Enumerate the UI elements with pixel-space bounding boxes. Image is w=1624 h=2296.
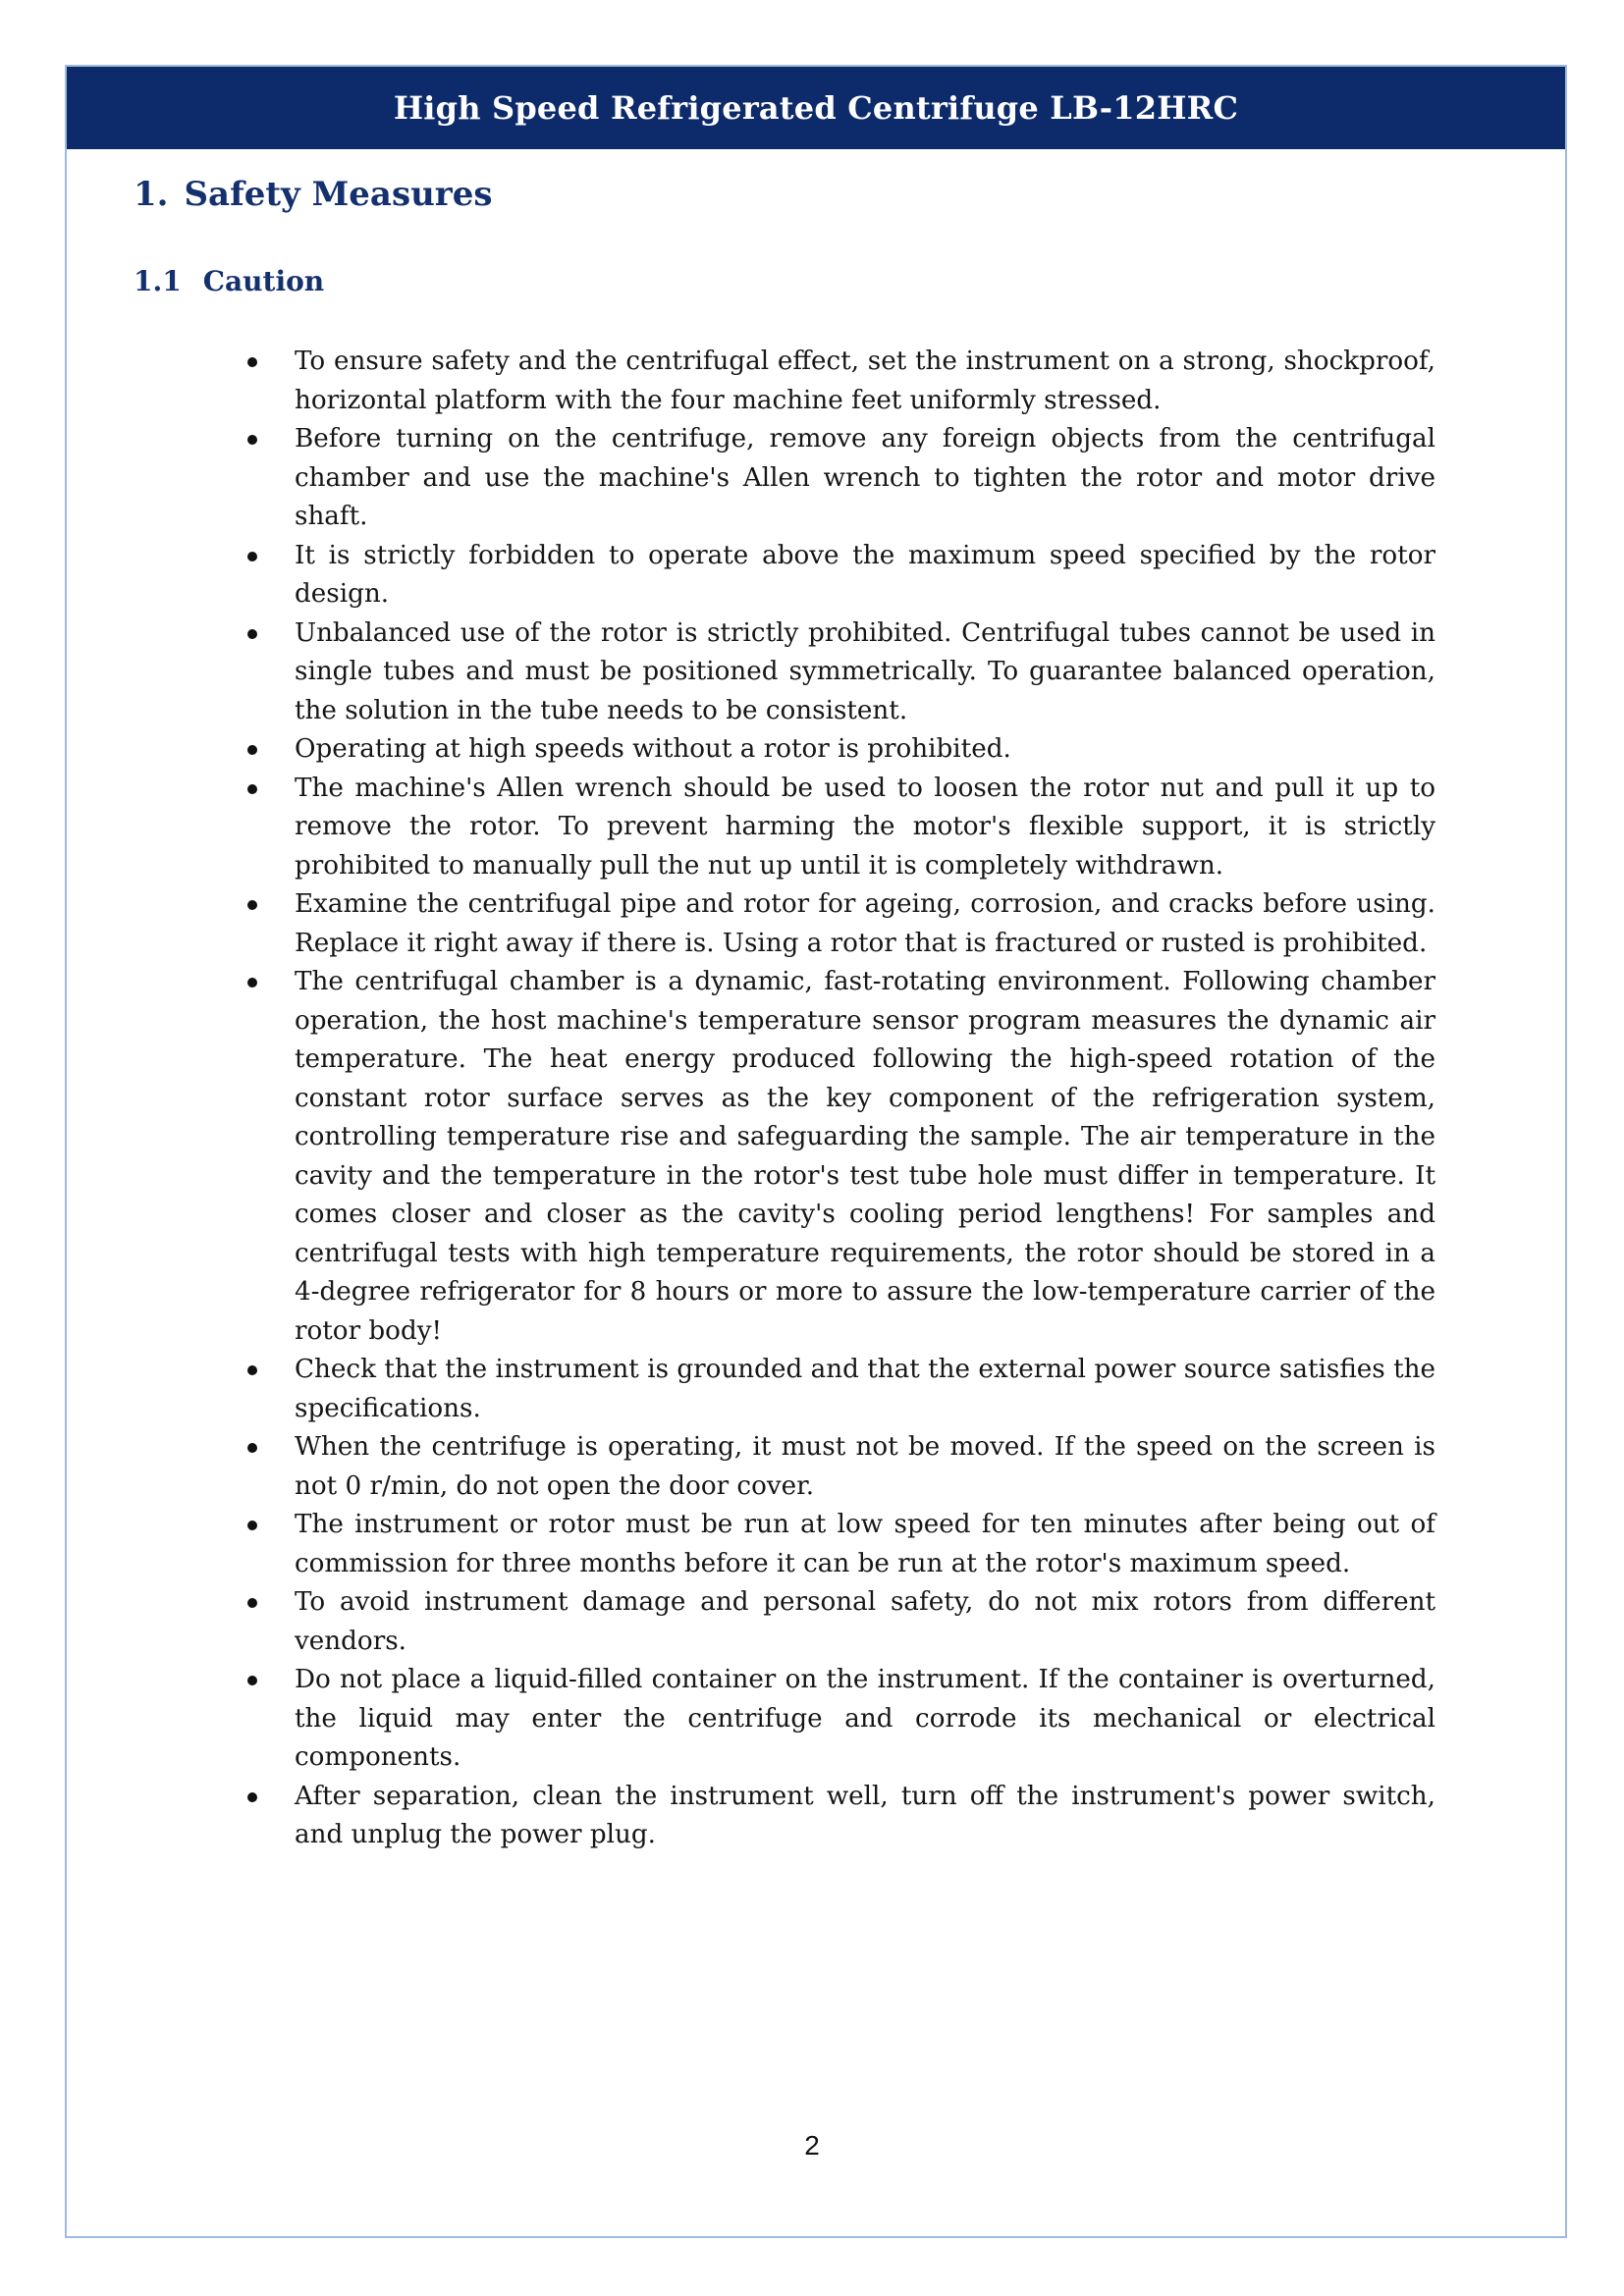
- list-item-text: It is strictly forbidden to operate above the maximum speed specified by the rotor design.: [295, 540, 1435, 609]
- list-item: [226, 1661, 1435, 1778]
- list-item-text: After separation, clean the instrument well, turn off the instrument's power switch, and unplug the power plug.: [295, 1781, 1435, 1849]
- list-item: [226, 770, 1435, 886]
- list-item: [226, 343, 1435, 420]
- list-item: [226, 537, 1435, 614]
- bullet-icon: [247, 552, 257, 561]
- header-bar: [67, 67, 1565, 149]
- list-item: [226, 1351, 1435, 1428]
- list-item: [226, 614, 1435, 731]
- section-title: Safety Measures: [184, 175, 493, 214]
- list-item-text: Do not place a liquid-filled container on the instrument. If the container is overturned, the liquid may enter the centrifuge and corrode its mechanical or electrical components.: [295, 1665, 1435, 1772]
- bullet-icon: [247, 1676, 257, 1685]
- bullet-icon: [247, 1521, 257, 1530]
- list-item-text: The centrifugal chamber is a dynamic, fast-rotating environment. Following chamber operation, the host machine's temperature sensor program measures the dynamic air temperature. The heat energy produced following the high-speed rotation of the constant rotor surface serves as the key component of the refrigeration system, controlling temperature rise and safeguarding the sample. The air temperature in the cavity and the temperature in the rotor's test tube hole must differ in temperature. It comes closer and closer as the cavity's cooling period lengthens! For samples and centrifugal tests with high temperature requirements, the rotor should be stored in a 4-degree refrigerator for 8 hours or more to assure the low-temperature carrier of the rotor body!: [295, 967, 1435, 1346]
- list-item-text: When the centrifuge is operating, it must not be moved. If the speed on the screen is not 0 r/min, do not open the door cover.: [295, 1432, 1435, 1501]
- list-item-text: Unbalanced use of the rotor is strictly prohibited. Centrifugal tubes cannot be used in single tubes and must be positioned symmetrically. To guarantee balanced operation, the solution in the tube needs to be consistent.: [295, 617, 1435, 725]
- list-item: [226, 885, 1435, 963]
- list-item-text: To ensure safety and the centrifugal effect, set the instrument on a strong, shockproof, horizontal platform with the four machine feet uniformly stressed.: [295, 347, 1435, 415]
- section-heading: [134, 175, 493, 214]
- subsection-title: Caution: [202, 265, 325, 297]
- subsection-heading: [134, 265, 324, 297]
- bullet-icon: [247, 978, 257, 988]
- document-title: High Speed Refrigerated Centrifuge LB-12HRC: [393, 89, 1239, 127]
- bullet-icon: [247, 357, 257, 367]
- subsection-number: 1.1: [134, 265, 182, 297]
- bullet-icon: [247, 1443, 257, 1453]
- list-item-text: The machine's Allen wrench should be used to loosen the rotor nut and pull it up to remove the rotor. To prevent harming the motor's flexible support, it is strictly prohibited to manually pull the nut up until it is completely withdrawn.: [295, 773, 1435, 881]
- list-item: [226, 1428, 1435, 1506]
- section-number: 1.: [134, 175, 169, 214]
- page-number: 2: [804, 2130, 820, 2161]
- bullet-icon: [247, 435, 257, 445]
- list-item-text: Check that the instrument is grounded and that the external power source satisfies the specifications.: [295, 1355, 1435, 1423]
- list-item-text: Operating at high speeds without a rotor is prohibited.: [295, 734, 1011, 764]
- list-item: [226, 420, 1435, 537]
- list-item-text: Before turning on the centrifuge, remove any foreign objects from the centrifugal chamber and use the machine's Allen wrench to tighten the rotor and motor drive shaft.: [295, 424, 1435, 531]
- list-item-text: To avoid instrument damage and personal safety, do not mix rotors from different vendors.: [295, 1587, 1435, 1656]
- list-item-text: Examine the centrifugal pipe and rotor for ageing, corrosion, and cracks before using. Replace it right away if there is. Using a rotor that is fractured or rusted is prohibited.: [295, 889, 1435, 958]
- caution-list: [226, 343, 1435, 1855]
- list-item-text: The instrument or rotor must be run at low speed for ten minutes after being out of commission for three months before it can be run at the rotor's maximum speed.: [295, 1510, 1435, 1578]
- list-item: [226, 963, 1435, 1351]
- list-item: [226, 730, 1435, 770]
- list-item: [226, 1778, 1435, 1855]
- bullet-icon: [247, 629, 257, 639]
- bullet-icon: [247, 1365, 257, 1375]
- bullet-icon: [247, 1598, 257, 1608]
- bullet-icon: [247, 745, 257, 755]
- list-item: [226, 1506, 1435, 1583]
- bullet-icon: [247, 1792, 257, 1802]
- bullet-icon: [247, 900, 257, 910]
- list-item: [226, 1583, 1435, 1661]
- bullet-icon: [247, 784, 257, 794]
